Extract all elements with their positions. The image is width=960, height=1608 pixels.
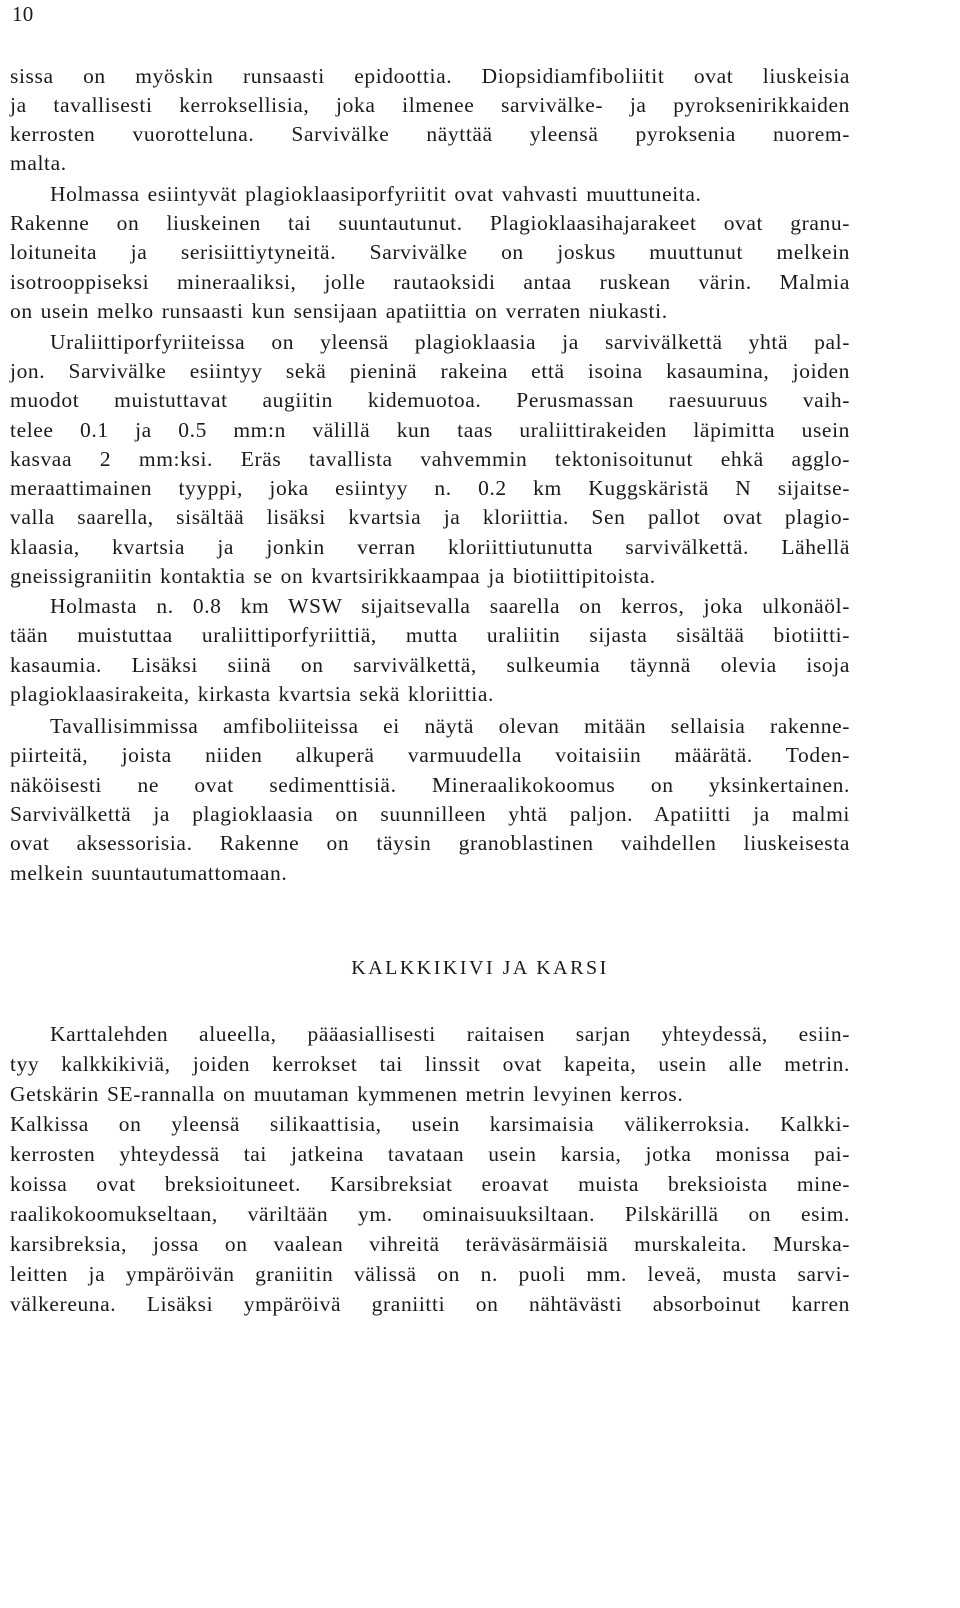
text-line: Uraliittiporfyriiteissa on yleensä plagioklaasia ja sarvivälkettä yhtä pal- <box>50 330 850 354</box>
text-line: telee 0.1 ja 0.5 mm:n välillä kun taas uraliittirakeiden läpimitta usein <box>10 418 850 442</box>
text-line: Karttalehden alueella, pääasiallisesti raitaisen sarjan yhteydessä, esiin- <box>50 1022 850 1046</box>
text-line: Getskärin SE-rannalla on muutaman kymmenen metrin levyinen kerros. <box>10 1082 684 1106</box>
text-line: Holmassa esiintyvät plagioklaasiporfyriitit ovat vahvasti muuttuneita. <box>50 182 702 206</box>
text-line: jon. Sarvivälke esiintyy sekä pieninä rakeina että isoina kasaumina, joiden <box>10 359 850 383</box>
section-heading: KALKKIKIVI JA KARSI <box>351 957 609 979</box>
text-line: muodot muistuttavat augiitin kidemuotoa. Perusmassan raesuuruus vaih- <box>10 388 850 412</box>
text-line: Sarvivälkettä ja plagioklaasia on suunnilleen yhtä paljon. Apatiitti ja malmi <box>10 802 850 826</box>
text-line: kasaumia. Lisäksi siinä on sarvivälkettä, sulkeumia täynnä olevia isoja <box>10 653 850 677</box>
text-line: meraattimainen tyyppi, joka esiintyy n. 0.2 km Kuggskäristä N sijaitse- <box>10 476 850 500</box>
text-line: malta. <box>10 151 67 175</box>
text-line: välkereuna. Lisäksi ympäröivä graniitti on nähtävästi absorboinut karren <box>10 1292 850 1316</box>
text-line: Kalkissa on yleensä silikaattisia, usein karsimaisia välikerroksia. Kalkki- <box>10 1112 850 1136</box>
text-line: klaasia, kvartsia ja jonkin verran kloriittiutunutta sarvivälkettä. Lähellä <box>10 535 850 559</box>
text-line: raalikokoomukseltaan, väriltään ym. ominaisuuksiltaan. Pilskärillä on esim. <box>10 1202 850 1226</box>
text-line: gneissigraniitin kontaktia se on kvartsirikkaampaa ja biotiittipitoista. <box>10 564 656 588</box>
text-line: kasvaa 2 mm:ksi. Eräs tavallista vahvemmin tektonisoitunut ehkä agglo- <box>10 447 850 471</box>
text-line: melkein suuntautumattomaan. <box>10 861 288 885</box>
text-line: on usein melko runsaasti kun sensijaan apatiittia on verraten niukasti. <box>10 299 668 323</box>
text-line: valla saarella, sisältää lisäksi kvartsia ja kloriittia. Sen pallot ovat plagio- <box>10 505 850 529</box>
text-line: koissa ovat breksioituneet. Karsibreksiat eroavat muista breksioista mine- <box>10 1172 850 1196</box>
text-line: tyy kalkkikiviä, joiden kerrokset tai linssit ovat kapeita, usein alle metrin. <box>10 1052 850 1076</box>
text-line: leitten ja ympäröivän graniitin välissä on n. puoli mm. leveä, musta sarvi- <box>10 1262 850 1286</box>
page-number: 10 <box>12 2 34 26</box>
text-line: sissa on myöskin runsaasti epidoottia. Diopsidiamfiboliitit ovat liuskeisia <box>10 64 850 88</box>
text-line: Tavallisimmissa amfiboliiteissa ei näytä olevan mitään sellaisia rakenne- <box>50 714 850 738</box>
text-line: ja tavallisesti kerroksellisia, joka ilmenee sarvivälke- ja pyroksenirikkaiden <box>10 93 850 117</box>
text-line: Holmasta n. 0.8 km WSW sijaitsevalla saarella on kerros, joka ulkonäöl- <box>50 594 850 618</box>
text-line: piirteitä, joista niiden alkuperä varmuudella voitaisiin määrätä. Toden- <box>10 743 850 767</box>
text-line: plagioklaasirakeita, kirkasta kvartsia sekä kloriittia. <box>10 682 494 706</box>
text-line: kerrosten vuorotteluna. Sarvivälke näyttää yleensä pyroksenia nuorem- <box>10 122 850 146</box>
text-line: näköisesti ne ovat sedimenttisiä. Mineraalikokoomus on yksinkertainen. <box>10 773 850 797</box>
text-line: kerrosten yhteydessä tai jatkeina tavataan usein karsia, jotka monissa pai- <box>10 1142 850 1166</box>
text-line: isotrooppiseksi mineraaliksi, jolle rautaoksidi antaa ruskean värin. Malmia <box>10 270 850 294</box>
text-line: tään muistuttaa uraliittiporfyriittiä, mutta uraliitin sijasta sisältää biotiitti- <box>10 623 850 647</box>
text-line: loituneita ja serisiittiytyneitä. Sarvivälke on joskus muuttunut melkein <box>10 240 850 264</box>
text-line: ovat aksessorisia. Rakenne on täysin granoblastinen vaihdellen liuskeisesta <box>10 831 850 855</box>
text-line: Rakenne on liuskeinen tai suuntautunut. Plagioklaasihajarakeet ovat granu- <box>10 211 850 235</box>
text-line: karsibreksia, jossa on vaalean vihreitä teräväsärmäisiä murskaleita. Murska- <box>10 1232 850 1256</box>
